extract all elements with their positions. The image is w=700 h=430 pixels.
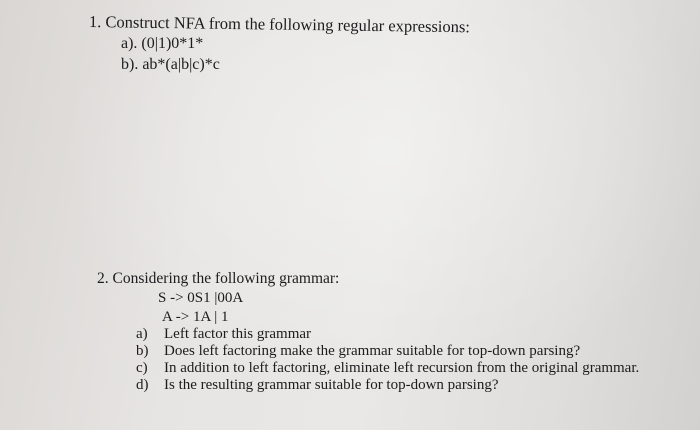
item-text: Is the resulting grammar suitable for top-down parsing?	[164, 377, 499, 393]
question-2-title: 2. Considering the following grammar:	[97, 270, 340, 287]
grammar-rule-s: S -> 0S1 |00A	[158, 290, 244, 306]
item-text: In addition to left factoring, eliminate left recursion from the original grammar.	[164, 360, 640, 376]
item-label: b)	[136, 343, 149, 359]
item-label: a)	[136, 326, 148, 342]
question-2-item-a	[136, 326, 311, 343]
question-2-item-b	[136, 343, 580, 360]
question-1-part-b: b). ab*(a|b|c)*c	[121, 56, 220, 73]
grammar-rule-a: A -> 1A | 1	[162, 309, 229, 325]
question-2-item-c	[136, 360, 639, 377]
item-text: Does left factoring make the grammar suitable for top-down parsing?	[164, 343, 581, 359]
question-1-title: 1. Construct NFA from the following regular expressions:	[88, 12, 471, 37]
question-2-item-d	[136, 377, 499, 394]
question-1-part-a: a). (0|1)0*1*	[121, 35, 204, 52]
item-label: c)	[136, 360, 148, 376]
item-text: Left factor this grammar	[164, 326, 312, 342]
item-label: d)	[136, 377, 149, 393]
